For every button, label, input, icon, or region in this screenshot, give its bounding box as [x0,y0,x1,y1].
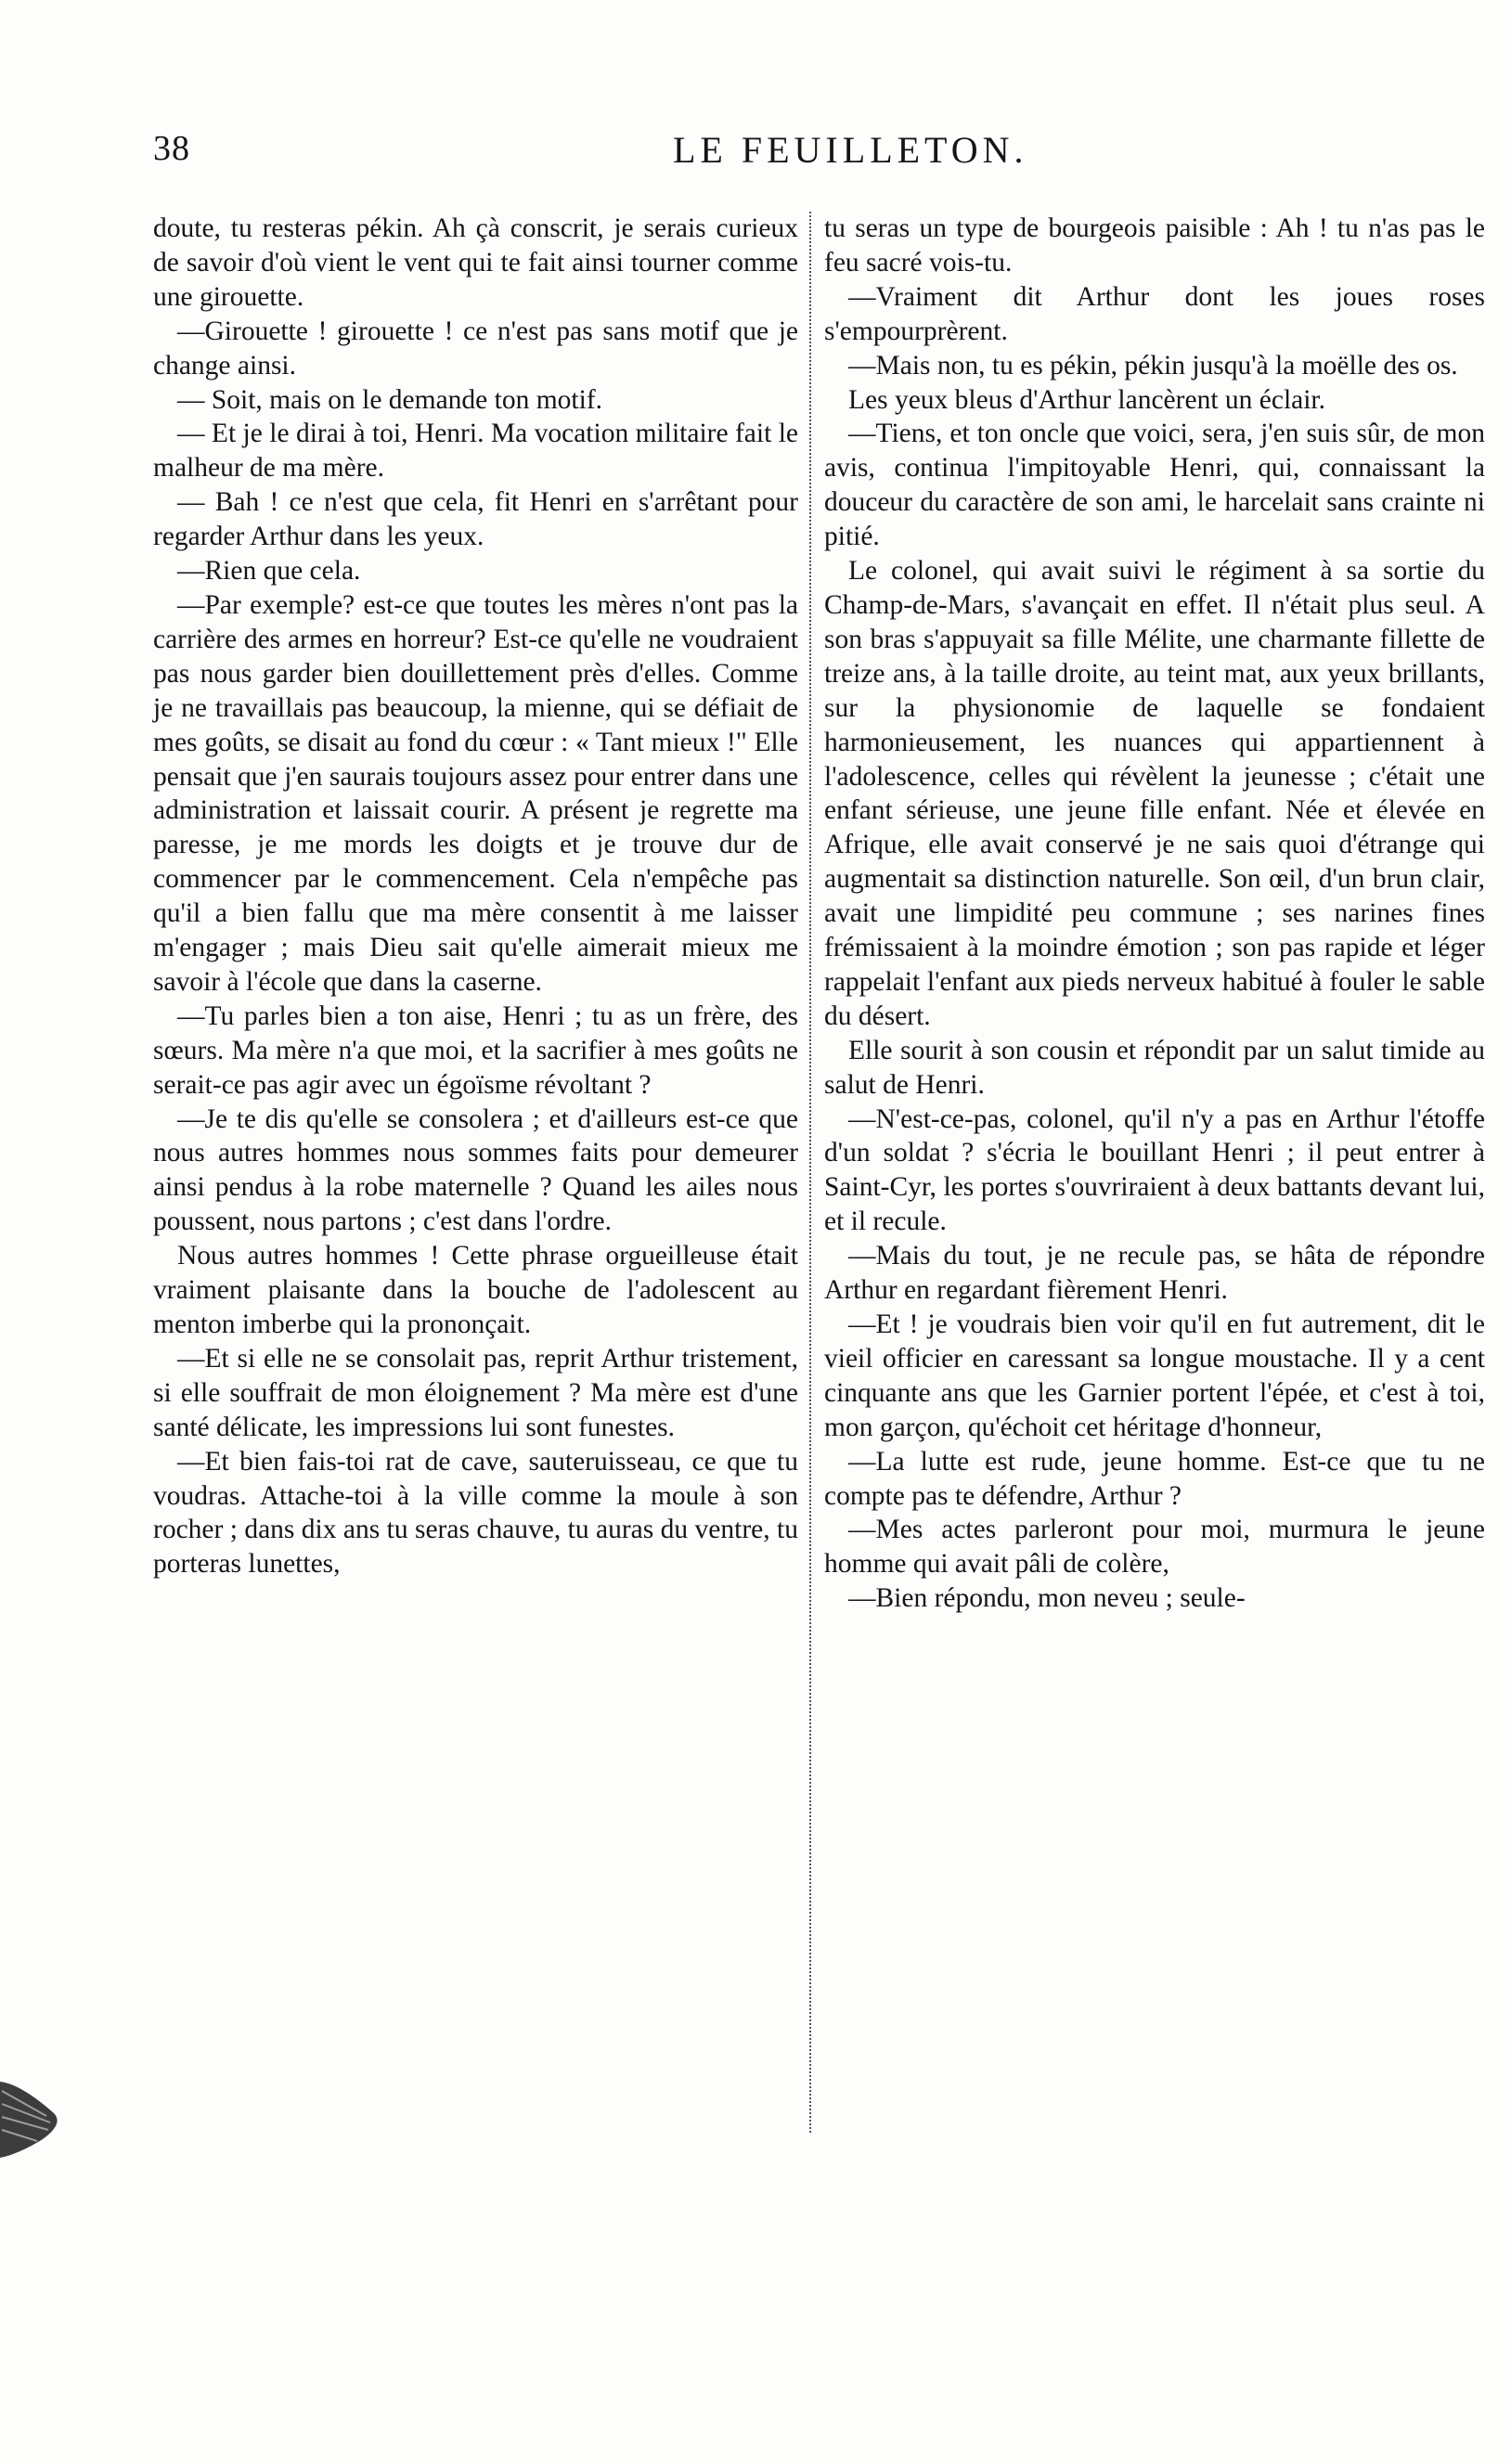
left-column-paragraph: —Et bien fais-toi rat de cave, sauteruisseau, ce que tu voudras. Attache-toi à la ville comme la moule à son rocher ; dans dix ans tu seras chauve, tu auras du ventre, tu porteras lunettes, [153,1446,798,1580]
right-column-paragraph: —Tiens, et ton oncle que voici, sera, j'en suis sûr, de mon avis, continua l'impitoyable Henri, qui, connaissant la douceur du caractère de son ami, le harcelait sans crainte ni pitié. [824,419,1485,552]
right-column [824,212,1485,1616]
left-column-paragraph: —Et si elle ne se consolait pas, reprit Arthur tristement, si elle souffrait de mon éloignement ? Ma mère est d'une santé délicate, les impressions lui sont funestes. [153,1343,798,1442]
right-column-paragraph: —Mais non, tu es pékin, pékin jusqu'à la moëlle des os. [848,350,1458,381]
right-column-paragraph: —La lutte est rude, jeune homme. Est-ce que tu ne compte pas te défendre, Arthur ? [824,1446,1485,1511]
right-column-paragraph: tu seras un type de bourgeois paisible : Ah ! tu n'as pas le feu sacré vois-tu. [824,213,1485,277]
left-column-paragraph: doute, tu resteras pékin. Ah çà conscrit, je serais curieux de savoir d'où vient le vent qui te fait ainsi tourner comme une girouette. [153,213,798,312]
left-column [153,212,798,1581]
right-column-paragraph: Elle sourit à son cousin et répondit par un salut timide au salut de Henri. [824,1035,1485,1100]
right-column-paragraph: Le colonel, qui avait suivi le régiment à sa sortie du Champ-de-Mars, s'avançait en effet. Il n'était plus seul. A son bras s'appuyait sa fille Mélite, une charmante fillette de treize ans, à la taille droite, au teint mat, aux yeux brillants, sur la physionomie de laquelle se fondaient harmonieusement, les nuances qui appartiennent à l'adolescence, celles qui révèlent la jeunesse ; c'était une enfant sérieuse, une jeune fille enfant. Née et élevée en Afrique, elle avait conservé je ne sais quoi d'étrange qui augmentait sa distinction naturelle. Son œil, d'un brun clair, avait une limpidité peu commune ; ses narines fines frémissaient à la moindre émotion ; son pas rapide et léger rappelait l'enfant aux pieds nerveux habitué à fouler le sable du désert. [824,556,1485,1031]
right-column-paragraph: —N'est-ce-pas, colonel, qu'il n'y a pas en Arthur l'étoffe d'un soldat ? s'écria le bouillant Henri ; il peut entrer à Saint-Cyr, les portes s'ouvriraient à deux battants devant lui, et il recule. [824,1103,1485,1237]
right-column-paragraph: —Bien répondu, mon neveu ; seule- [848,1583,1246,1614]
right-column-paragraph: Les yeux bleus d'Arthur lancèrent un éclair. [848,384,1326,415]
right-column-paragraph: —Mais du tout, je ne recule pas, se hâta de répondre Arthur en regardant fièrement Henri. [824,1241,1485,1306]
right-column-paragraph: —Mes actes parleront pour moi, murmura le jeune homme qui avait pâli de colère, [824,1515,1485,1580]
left-column-paragraph: —Tu parles bien a ton aise, Henri ; tu as un frère, des sœurs. Ma mère n'a que moi, et la sacrifier à mes goûts ne serait-ce pas agir avec un égoïsme révoltant ? [153,1000,798,1100]
page-number: 38 [153,129,190,168]
left-column-paragraph: — Bah ! ce n'est que cela, fit Henri en s'arrêtant pour regarder Arthur dans les yeux. [153,487,798,552]
left-column-paragraph: —Rien que cela. [177,556,361,587]
ink-blot-mark [0,2065,65,2167]
right-column-paragraph: —Vraiment dit Arthur dont les joues roses s'empourprèrent. [824,281,1485,346]
right-column-paragraph: —Et ! je voudrais bien voir qu'il en fut autrement, dit le vieil officier en caressant sa longue moustache. Il y a cent cinquante ans que les Garnier portent l'épée, et c'est à toi, mon garçon, qu'échoit cet héritage d'honneur, [824,1309,1485,1442]
running-title: LE FEUILLETON. [673,129,1028,171]
left-column-paragraph: —Par exemple? est-ce que toutes les mères n'ont pas la carrière des armes en horreur? Est-ce qu'elle ne voudraient pas nous garder bien douillettement près d'elles. Comme je ne travaillais pas beaucoup, la mienne, qui se défiait de mes goûts, se disait au fond du cœur : « Tant mieux !" Elle pensait que j'en saurais toujours assez pour entrer dans une administration et laissait courir. A présent je regrette ma paresse, je me mords les doigts et je trouve dur de commencer par le commencement. Cela n'empêche pas qu'il a bien fallu que ma mère consentit à me laisser m'engager ; mais Dieu sait qu'elle aimerait mieux me savoir à l'école que dans la caserne. [153,589,798,997]
page-header [153,128,1490,174]
left-column-paragraph: —Girouette ! girouette ! ce n'est pas sans motif que je change ainsi. [153,316,798,381]
column-divider [809,212,811,2133]
left-column-paragraph: — Soit, mais on le demande ton motif. [177,384,603,415]
left-column-paragraph: Nous autres hommes ! Cette phrase orgueilleuse était vraiment plaisante dans la bouche de l'adolescent au menton imberbe qui la prononçait. [153,1241,798,1339]
left-column-paragraph: —Je te dis qu'elle se consolera ; et d'ailleurs est-ce que nous autres hommes nous sommes faits pour demeurer ainsi pendus à la robe maternelle ? Quand les ailes nous poussent, nous partons ; c'est dans l'ordre. [153,1103,798,1237]
left-column-paragraph: — Et je le dirai à toi, Henri. Ma vocation militaire fait le malheur de ma mère. [153,419,798,484]
